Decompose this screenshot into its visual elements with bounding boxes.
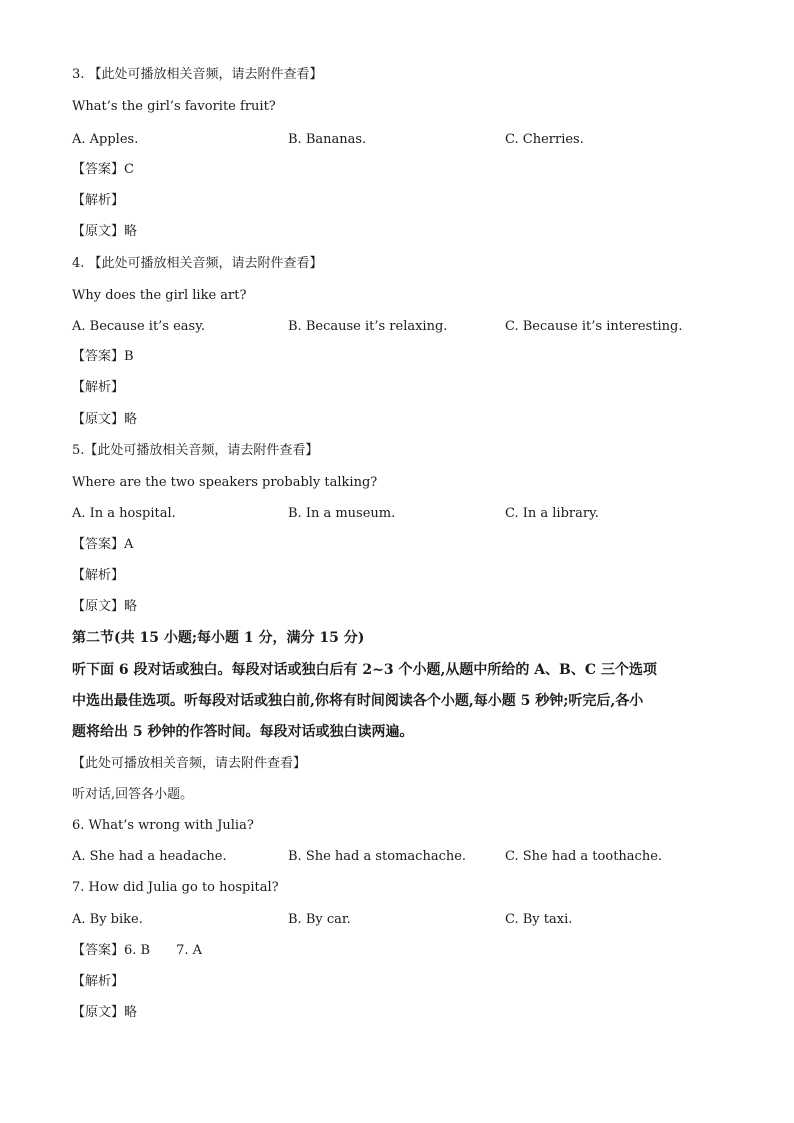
q7-option-a: A. By bike.	[72, 912, 143, 927]
q4-option-a: A. Because it’s easy.	[72, 319, 205, 334]
q3-question: What’s the girl’s favorite fruit?	[72, 99, 276, 114]
group-answer-prefix: 【答案】6. B	[72, 943, 151, 958]
q5-option-c: C. In a library.	[505, 506, 599, 521]
q5-original: 【原文】略	[72, 599, 138, 614]
group-original: 【原文】略	[72, 1005, 138, 1020]
section2-instructions-line2: 中选出最佳选项。听每段对话或独白前,你将有时间阅读各个小题,每小题 5 秒钟;听完后,各小	[72, 693, 644, 709]
q3-option-b: B. Bananas.	[288, 132, 367, 147]
q5-option-b: B. In a museum.	[288, 506, 396, 521]
section2-prompt: 听对话,回答各小题。	[72, 787, 194, 802]
q5-answer: 【答案】A	[72, 537, 134, 552]
q3-header: 3. 【此处可播放相关音频，请去附件查看】	[72, 67, 323, 82]
section2-instructions-line1: 听下面 6 段对话或独白。每段对话或独白后有 2~3 个小题,从题中所给的 A、B、C 三个选项	[72, 662, 657, 678]
q7-option-c: C. By taxi.	[505, 912, 573, 927]
q5-header: 5.【此处可播放相关音频，请去附件查看】	[72, 443, 319, 458]
q3-option-a: A. Apples.	[72, 132, 139, 147]
q4-question: Why does the girl like art?	[72, 288, 247, 303]
q3-original: 【原文】略	[72, 224, 138, 239]
section2-title: 第二节(共 15 小题;每小题 1 分，满分 15 分)	[72, 630, 365, 646]
q4-option-c: C. Because it’s interesting.	[505, 319, 683, 334]
q4-answer: 【答案】B	[72, 349, 134, 364]
section2-audio-note: 【此处可播放相关音频，请去附件查看】	[72, 756, 307, 771]
q4-original: 【原文】略	[72, 412, 138, 427]
q3-answer: 【答案】C	[72, 162, 134, 177]
q7-option-b: B. By car.	[288, 912, 351, 927]
q4-option-b: B. Because it’s relaxing.	[288, 319, 448, 334]
q3-option-c: C. Cherries.	[505, 132, 584, 147]
q5-question: Where are the two speakers probably talking?	[72, 475, 378, 490]
q6-option-a: A. She had a headache.	[72, 849, 227, 864]
q4-header: 4. 【此处可播放相关音频，请去附件查看】	[72, 256, 323, 271]
group-answer	[72, 942, 202, 960]
q3-analysis: 【解析】	[72, 193, 125, 208]
q5-option-a: A. In a hospital.	[72, 506, 176, 521]
q6-question: 6. What’s wrong with Julia?	[72, 818, 254, 833]
group-analysis: 【解析】	[72, 974, 125, 989]
q7-question: 7. How did Julia go to hospital?	[72, 880, 279, 895]
section2-instructions-line3: 题将给出 5 秒钟的作答时间。每段对话或独白读两遍。	[72, 724, 414, 740]
group-answer-second: 7. A	[176, 943, 203, 958]
q5-analysis: 【解析】	[72, 568, 125, 583]
q6-option-b: B. She had a stomachache.	[288, 849, 467, 864]
q6-option-c: C. She had a toothache.	[505, 849, 663, 864]
q4-analysis: 【解析】	[72, 380, 125, 395]
